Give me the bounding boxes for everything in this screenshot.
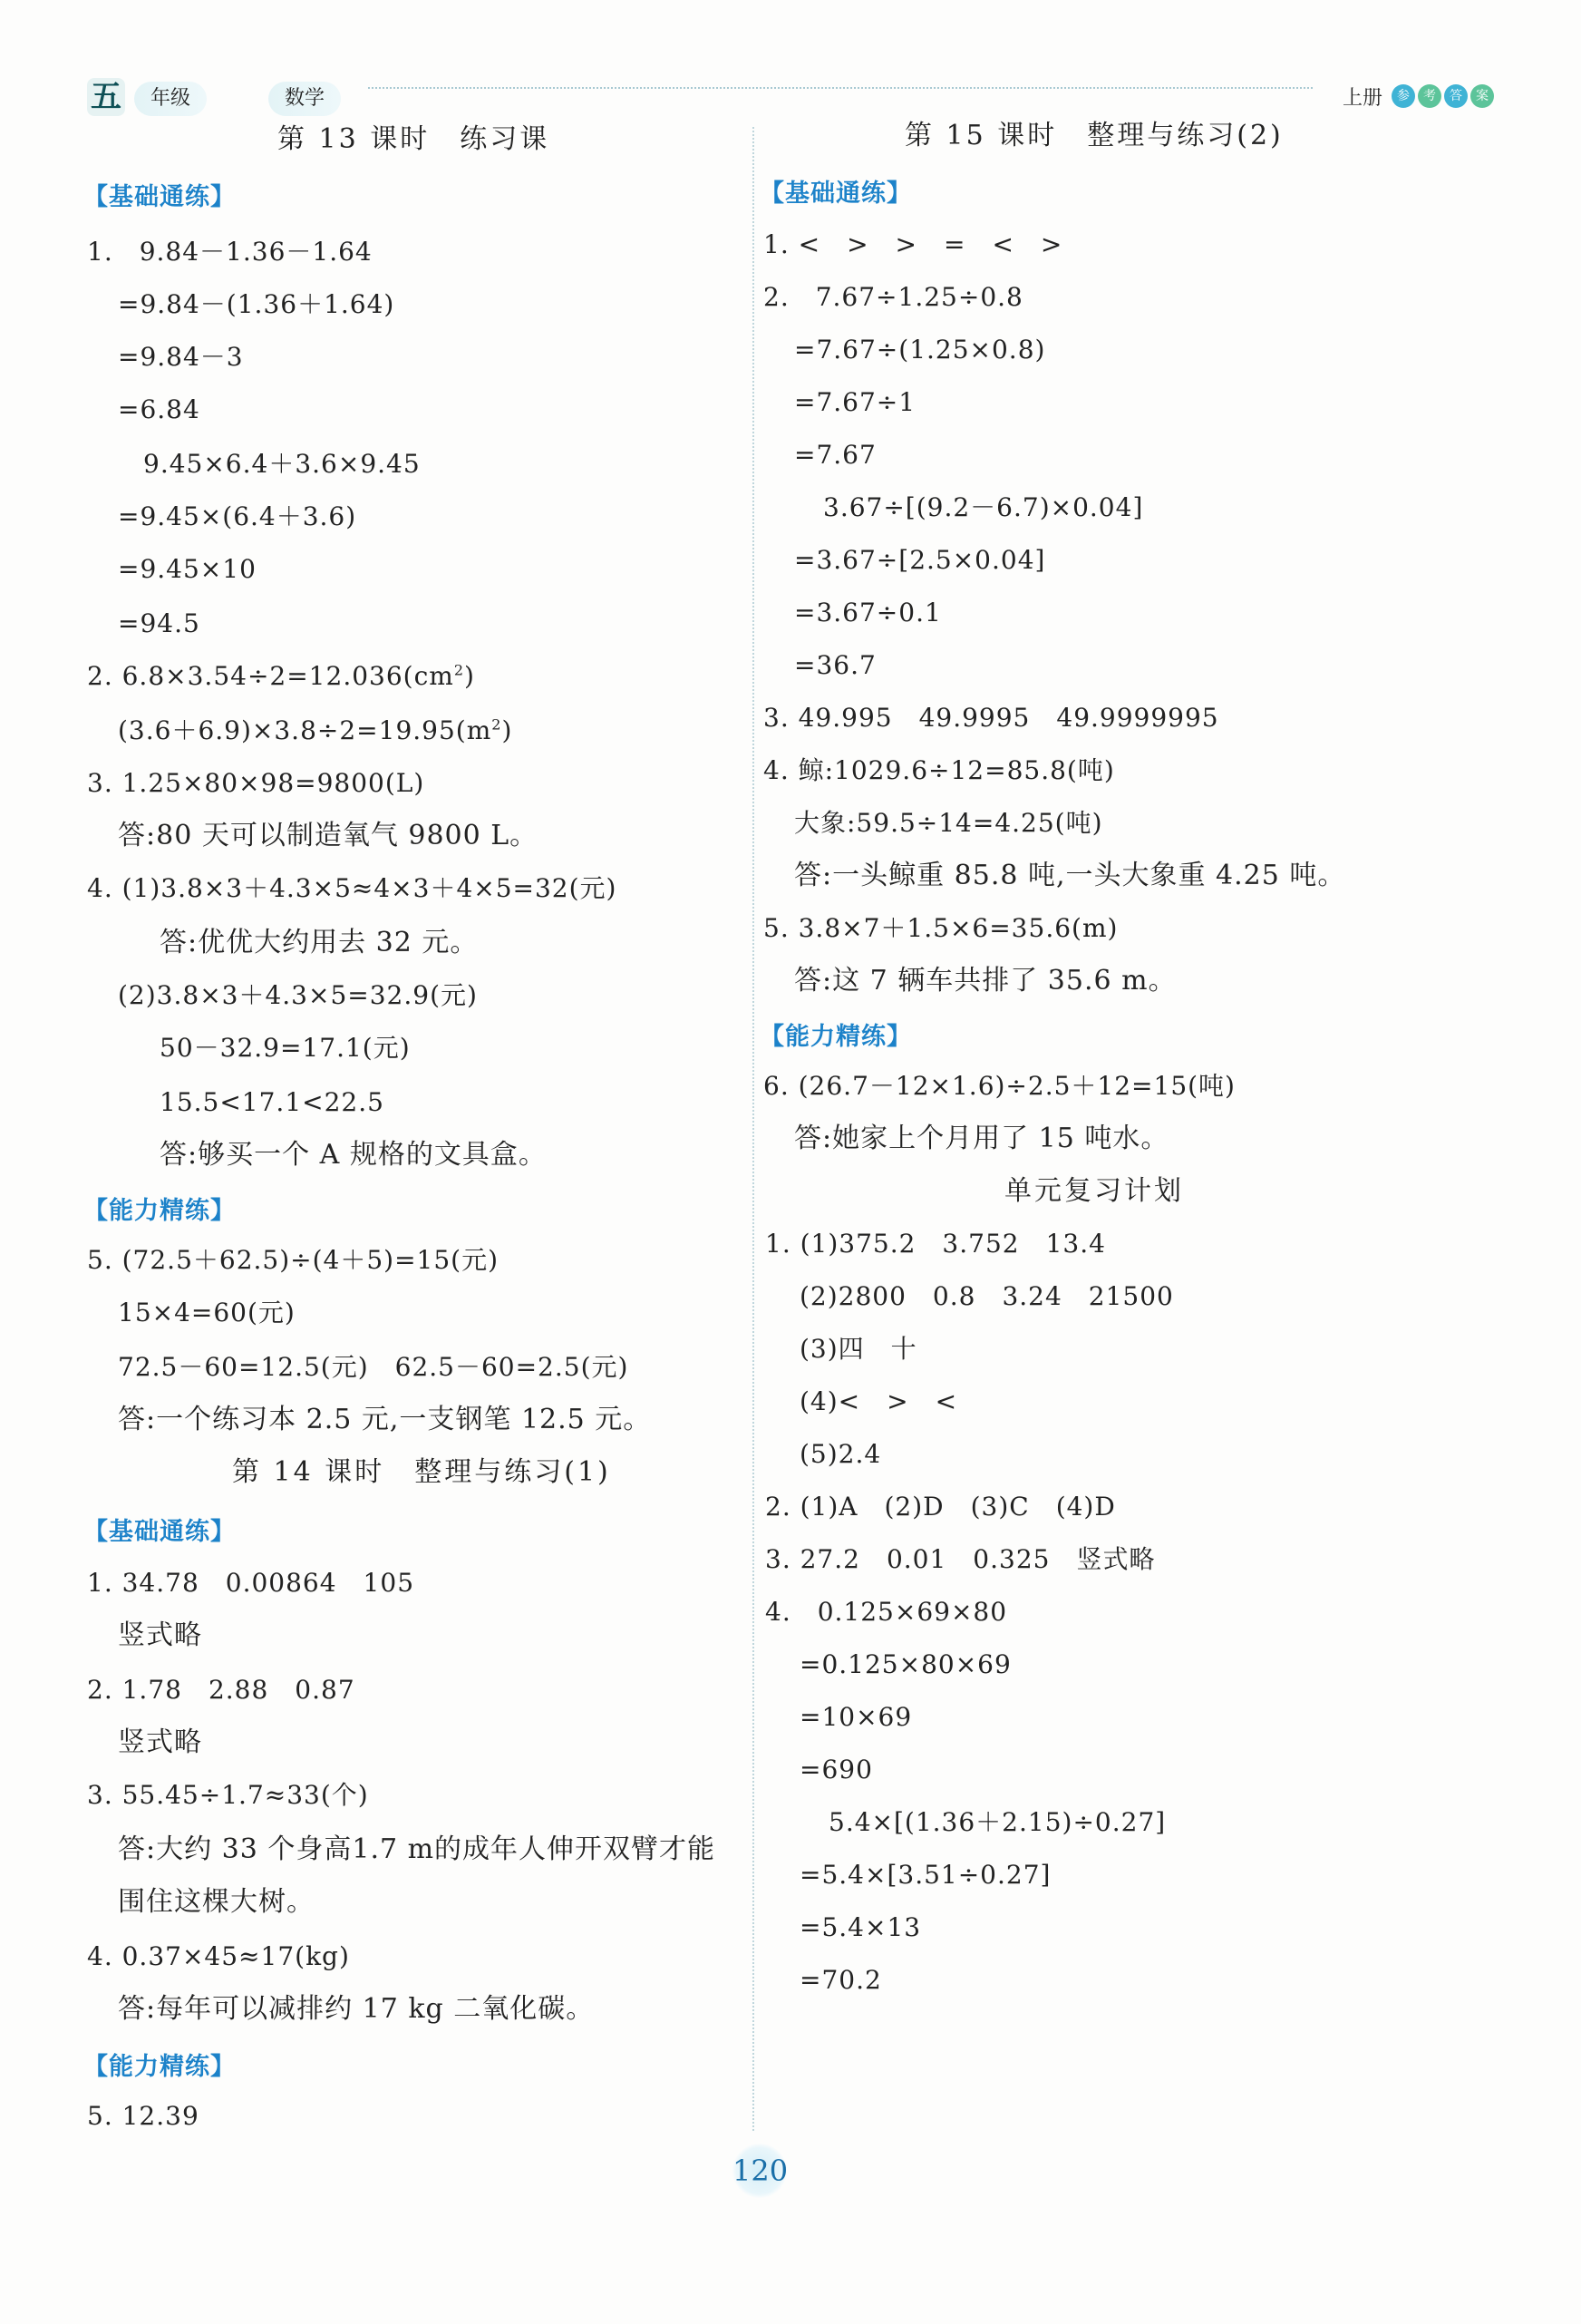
answer-line: =7.67÷1	[794, 387, 917, 417]
answer-line: 4. 鲸:1029.6÷12=85.8(吨)	[763, 755, 1115, 785]
answer-line: 72.5－60=12.5(元) 62.5－60=2.5(元)	[118, 1352, 629, 1382]
answer-line: (3)四 十	[800, 1334, 917, 1364]
answer-line: 5.4×[(1.36＋2.15)÷0.27]	[829, 1807, 1167, 1837]
answer-sentence: 竖式略	[118, 1726, 202, 1758]
page-number: 120	[732, 2144, 787, 2198]
answer-line: 2. 7.67÷1.25÷0.8	[763, 282, 1023, 312]
answer-line: 3.67÷[(9.2－6.7)×0.04]	[823, 492, 1144, 522]
answer-line: 3. 27.2 0.01 0.325 竖式略	[765, 1544, 1156, 1574]
lesson-13-title: 第 13 课时 练习课	[277, 123, 550, 155]
answer-line: 3. 1.25×80×98=9800(L)	[87, 768, 425, 798]
superscript: 2	[453, 661, 465, 679]
answer-line	[87, 658, 475, 695]
badge-char: 考	[1418, 84, 1441, 108]
answer-sentence: 围住这棵大树。	[118, 1886, 315, 1918]
answer-line: =7.67÷(1.25×0.8)	[794, 335, 1046, 365]
answer-line: =9.45×10	[118, 554, 257, 584]
answer-line: 1. 34.78 0.00864 105	[87, 1568, 415, 1598]
answer-line: =3.67÷[2.5×0.04]	[794, 545, 1046, 575]
answer-line: =7.67	[794, 440, 877, 470]
subject-label: 数学	[268, 82, 341, 116]
answer-line: =3.67÷0.1	[794, 598, 942, 627]
answer-line: =70.2	[800, 1965, 882, 1995]
answer-line: 5. 3.8×7＋1.5×6=35.6(m)	[763, 913, 1119, 943]
unit-review-title: 单元复习计划	[1004, 1175, 1184, 1207]
column-divider	[752, 127, 754, 2131]
section-basic: 【基础通练】	[83, 1518, 236, 1546]
lesson-14-title: 第 14 课时 整理与练习(1)	[232, 1456, 611, 1488]
answer-sentence: 答:够买一个 A 规格的文具盒。	[160, 1139, 547, 1171]
section-basic: 【基础通练】	[83, 183, 236, 211]
answer-line: (5)2.4	[800, 1439, 882, 1469]
answer-line: 3. 49.995 49.9995 49.9999995	[763, 703, 1219, 733]
answer-line: (2)2800 0.8 3.24 21500	[800, 1281, 1174, 1311]
badge-char: 答	[1444, 84, 1468, 108]
answer-line: =5.4×[3.51÷0.27]	[800, 1860, 1052, 1890]
answer-line: 1. (1)375.2 3.752 13.4	[765, 1229, 1106, 1259]
badge-char: 参	[1392, 84, 1415, 108]
answer-line: 3. 55.45÷1.7≈33(个)	[87, 1780, 369, 1810]
answer-line: 4. (1)3.8×3＋4.3×5≈4×3＋4×5=32(元)	[87, 873, 617, 903]
answer-line: (2)3.8×3＋4.3×5=32.9(元)	[118, 980, 478, 1010]
answer-line: =9.84－(1.36＋1.64)	[118, 289, 395, 319]
answer-line: =9.84－3	[118, 342, 244, 372]
answer-line: =690	[800, 1755, 873, 1784]
answer-line: 5. (72.5＋62.5)÷(4＋5)=15(元)	[87, 1245, 500, 1275]
answer-line: 1. 9.84－1.36－1.64	[87, 237, 373, 267]
answer-line: =94.5	[118, 608, 200, 638]
answer-line: 2. (1)A (2)D (3)C (4)D	[765, 1492, 1116, 1522]
answer-line: 15×4=60(元)	[118, 1298, 296, 1327]
volume-label: 上册	[1342, 86, 1382, 110]
lesson-15-title: 第 15 课时 整理与练习(2)	[905, 120, 1284, 151]
badge-char: 案	[1470, 84, 1494, 108]
answer-sentence: 答:一头鲸重 85.8 吨,一头大象重 4.25 吨。	[794, 860, 1346, 891]
answer-line: =9.45×(6.4＋3.6)	[118, 501, 357, 531]
answer-line: 4. 0.37×45≈17(kg)	[87, 1941, 350, 1971]
answer-line: =36.7	[794, 650, 877, 680]
answer-sentence: 答:80 天可以制造氧气 9800 L。	[118, 820, 538, 851]
answer-line: 2. 1.78 2.88 0.87	[87, 1675, 355, 1705]
answer-text: )	[501, 715, 513, 745]
header-right	[1343, 71, 1494, 122]
answer-sentence: 竖式略	[118, 1619, 202, 1651]
answer-text: 2. 6.8×3.54÷2=12.036(cm	[87, 661, 454, 691]
answer-line: 15.5<17.1<22.5	[160, 1087, 384, 1117]
answer-sentence: 答:优优大约用去 32 元。	[160, 927, 479, 958]
section-ability: 【能力精练】	[83, 1197, 236, 1225]
answer-sentence: 答:一个练习本 2.5 元,一支钢笔 12.5 元。	[118, 1404, 652, 1435]
answer-line: 大象:59.5÷14=4.25(吨)	[794, 808, 1103, 838]
answer-line: 9.45×6.4＋3.6×9.45	[143, 449, 421, 479]
answer-line: =10×69	[800, 1702, 913, 1732]
answer-sentence: 答:这 7 辆车共排了 35.6 m。	[794, 965, 1177, 997]
page-header	[87, 71, 1494, 125]
answer-sentence: 答:她家上个月用了 15 吨水。	[794, 1123, 1169, 1154]
answer-line: 4. 0.125×69×80	[765, 1597, 1008, 1627]
answer-line: 1. < > > = < >	[763, 229, 1063, 259]
section-ability: 【能力精练】	[83, 2053, 236, 2081]
grade-badge: 五	[87, 78, 125, 116]
superscript: 2	[491, 715, 502, 734]
section-ability: 【能力精练】	[760, 1023, 912, 1051]
answer-line: (4)< > <	[800, 1386, 958, 1416]
answer-text: (3.6＋6.9)×3.8÷2=19.95(m	[118, 715, 492, 745]
grade-label: 年级	[134, 82, 207, 116]
answer-line: 50－32.9=17.1(元)	[160, 1033, 411, 1063]
section-basic: 【基础通练】	[760, 180, 912, 208]
answer-line: =0.125×80×69	[800, 1649, 1012, 1679]
answer-sentence: 答:每年可以减排约 17 kg 二氧化碳。	[118, 1993, 595, 2025]
answer-text: )	[464, 661, 475, 691]
answer-line: =6.84	[118, 394, 200, 424]
answer-key-badge	[1392, 84, 1494, 108]
answer-line	[118, 713, 512, 749]
answer-line: 5. 12.39	[87, 2101, 199, 2131]
answer-line: 6. (26.7－12×1.6)÷2.5＋12=15(吨)	[763, 1071, 1236, 1101]
answer-line: =5.4×13	[800, 1912, 922, 1942]
header-divider	[368, 87, 1313, 89]
answer-sentence: 答:大约 33 个身高1.7 m的成年人伸开双臂才能	[118, 1833, 716, 1865]
